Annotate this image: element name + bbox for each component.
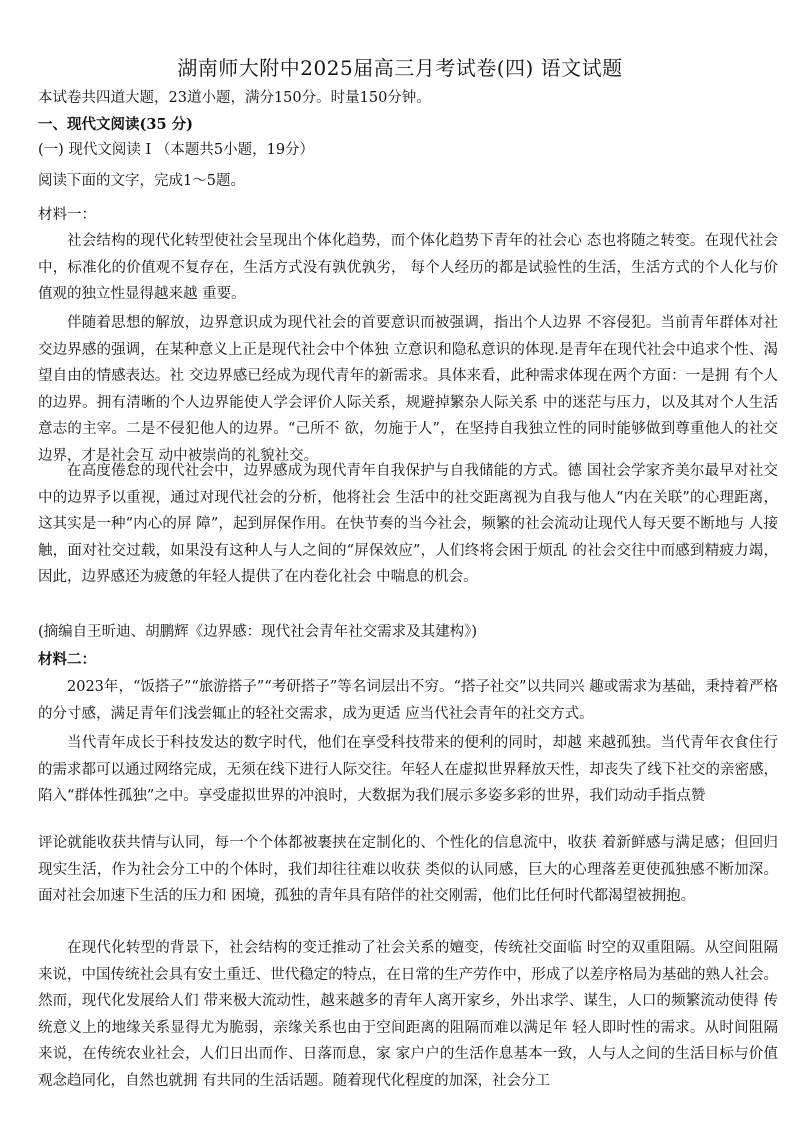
exam-intro: 本试卷共四道大题，23道小题，满分150分。时量150分钟。: [38, 90, 431, 106]
material2-paragraph-1: 2023年，“饭搭子”“旅游搭子”“考研搭子”等名词层出不穷。“搭子社交”以共同兴 趣或需求为基础，秉持着严格的分寸感，满足青年们浅尝辄止的轻社交需求，成为更适 应当代社会青年的社交方式。: [38, 679, 778, 722]
material1-source: (摘编自王昕迪、胡鹏辉《边界感：现代社会青年社交需求及其建构》): [38, 624, 478, 640]
material2-paragraph-4: 在现代化转型的背景下，社会结构的变迁推动了社会关系的嬗变，传统社交面临 时空的双重阻隔。从空间阻隔来说，中国传统社会具有安土重迁、世代稳定的特点，在日常的生产劳作中，形成了以差序格局为基础的熟人社会。然而，现代化发展给人们 带来极大流动性，越来越多的青年人离开家乡，外出求学、谋生，人口的频繁流动使得 传统意义上的地缘关系显得尤为脆弱，亲缘关系也由于空间距离的阻隔而难以满足年 轻人即时性的需求。从时间阻隔来说，在传统农业社会，人们日出而作、日落而息，家 家户户的生活作息基本一致，人与人之间的生活目标与价值观念趋同化，自然也就拥 有共同的生活话题。随着现代化程度的加深，社会分工: [38, 940, 778, 1089]
material1-paragraph-3: 在高度倦怠的现代社会中，边界感成为现代青年自我保护与自我储能的方式。德 国社会学家齐美尔最早对社交中的边界予以重视，通过对现代社会的分析，他将社会 生活中的社交距离视为自我与他人“内在关联”的心理距离，这其实是一种“内心的屏 障”，起到屏保作用。在快节奏的当今社会，频繁的社会流动让现代人每天要不断地与 人接触，面对社交过载，如果没有这种人与人之间的“屏保效应”，人们终将会困于烦乱 的社会交往中而感到精疲力竭，因此，边界感还为疲惫的年轻人提供了在内卷化社会 中喘息的机会。: [38, 463, 778, 585]
material1-paragraph-1: 社会结构的现代化转型使社会呈现出个体化趋势，而个体化趋势下青年的社会心 态也将随之转变。在现代社会中，标准化的价值观不复存在，生活方式没有孰优孰劣， 每个人经历的都是试验性的生活，生活方式的个人化与价值观的独立性显得越来越 重要。: [38, 233, 778, 302]
subsection-heading: (一) 现代文阅读 I （本题共5小题，19分）: [38, 142, 315, 158]
material1-paragraph-2: 伴随着思想的解放，边界意识成为现代社会的首要意识而被强调，指出个人边界 不容侵犯。当前青年群体对社交边界感的强调，在某种意义上正是现代社会中个体独 立意识和隐私意识的体现.是青年在现代社会中追求个性、渴望自由的情感表达。社 交边界感已经成为现代青年的新需求。具体来看，此种需求体现在两个方面：一是拥 有个人的边界。拥有清晰的个人边界能使人学会评价人际关系，规避掉繁杂人际关系 中的迷茫与压力，以及其对个人生活意志的主宰。二是不侵犯他人的边界。“己所不 欲，勿施于人”，在坚持自我独立性的同时能够做到尊重他人的社交边界，才是社会互 动中被崇尚的礼貌社交。: [38, 315, 778, 464]
material1-label: 材料一：: [38, 207, 96, 223]
material2-label: 材料二：: [38, 651, 96, 668]
section-heading: 一、现代文阅读(35 分): [38, 116, 193, 133]
page-title: 湖南师大附中2025届高三月考试卷(四) 语文试题: [177, 56, 623, 80]
reading-instruction: 阅读下面的文字，完成1～5题。: [38, 173, 245, 189]
material2-paragraph-2: 当代青年成长于科技发达的数字时代，他们在享受科技带来的便利的同时，却越 来越孤独。当代青年衣食住行的需求都可以通过网络完成，无须在线下进行人际交往。年轻人在虚拟世界释放天性，却丧失了线下社交的亲密感，陷入“群体性孤独”之中。享受虚拟世界的冲浪时，大数据为我们展示多姿多彩的世界，我们动动手指点赞: [38, 735, 778, 804]
material2-paragraph-3: 评论就能收获共情与认同，每一个个体都被裹挟在定制化的、个性化的信息流中，收获 着新鲜感与满足感；但回归现实生活，作为社会分工中的个体时，我们却往往难以收获 类似的认同感，巨大的心理落差更使孤独感不断加深。面对社会加速下生活的压力和 困境，孤独的青年具有陪伴的社交刚需，他们比任何时代都渴望被拥抱。: [38, 835, 778, 904]
